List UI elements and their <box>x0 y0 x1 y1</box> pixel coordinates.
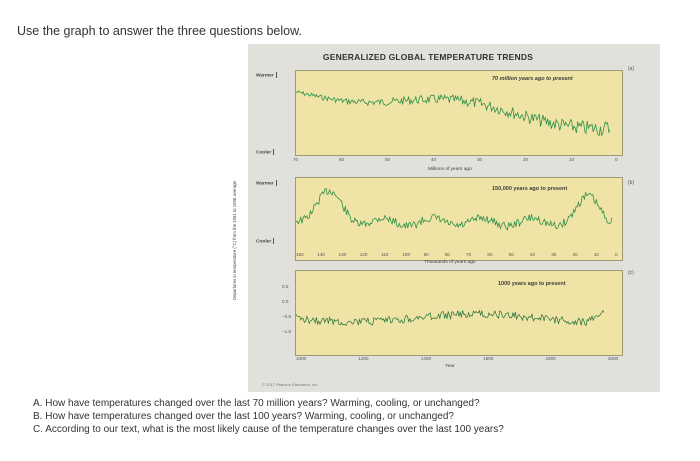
figure-title: GENERALIZED GLOBAL TEMPERATURE TRENDS <box>322 52 534 62</box>
panel-b-tick-6: 90 <box>423 252 429 257</box>
panel-b-tick-7: 80 <box>444 252 450 257</box>
panel-b-tick-1: 140 <box>317 252 325 257</box>
panel-c-tick-4: 1800 <box>545 356 556 361</box>
panel-c-y-tick-2: −0.5 <box>282 314 292 319</box>
panel-a-axis-label: Millions of years ago <box>428 167 472 172</box>
panel-a-tick-0: 70 <box>293 157 299 162</box>
panel-c-label: 1000 years ago to present <box>498 281 566 287</box>
panel-a-tick-2: 50 <box>385 157 391 162</box>
questions-block <box>33 397 504 436</box>
panel-a-tick-5: 20 <box>523 157 529 162</box>
panel-c-y-tick-3: −1.0 <box>282 329 292 334</box>
panel-b-marker: (b) <box>628 180 635 186</box>
panel-b-tick-8: 70 <box>466 252 472 257</box>
panel-b-tick-2: 130 <box>338 252 347 257</box>
panel-c-y-tick-0: 0.5 <box>282 284 289 289</box>
panel-b-trace <box>296 188 612 230</box>
panel-b-tick-12: 30 <box>551 252 557 257</box>
panel-c-tick-3: 1600 <box>483 356 494 361</box>
panel-c-tick-5: 2000 <box>608 356 619 361</box>
panel-a-trace <box>296 91 610 136</box>
panel-b-tick-0: 150 <box>296 252 304 257</box>
panel-b-tick-10: 50 <box>508 252 514 257</box>
panel-b-tick-14: 10 <box>593 252 599 257</box>
panel-a-marker: (a) <box>628 66 635 72</box>
panel-c-trace <box>296 310 604 325</box>
panel-b-warmer-label: Warmer <box>256 180 277 186</box>
panel-c-tick-0: 1000 <box>296 356 307 361</box>
panel-c-y-axis-label: Departures in temperature (°C) from the 1961 to 1990 average <box>232 181 237 300</box>
panel-c-tick-2: 1400 <box>420 356 432 361</box>
panel-b-label: 150,000 years ago to present <box>492 186 568 192</box>
question-b: B. How have temperatures changed over the last 100 years? Warming, cooling, or unchanged? <box>33 411 454 422</box>
panel-c-axis-label: Year <box>445 364 455 369</box>
panel-a-tick-7: 0 <box>615 157 618 162</box>
panel-c-tick-1: 1200 <box>358 356 369 361</box>
panel-c-marker: (c) <box>628 270 634 276</box>
panel-b-tick-4: 110 <box>381 252 389 257</box>
panel-a-warmer-label: Warmer <box>256 72 277 78</box>
panel-a-tick-4: 30 <box>477 157 483 162</box>
panel-b-axis-label: Thousands of years ago <box>424 260 476 265</box>
panel-a-cooler-label: Cooler <box>256 149 274 155</box>
panel-b-tick-11: 40 <box>529 252 536 257</box>
panel-a-tick-1: 60 <box>339 157 345 162</box>
copyright-notice: © 2017 Pearson Education, Inc. <box>262 382 319 387</box>
panel-c-y-tick-1: 0.0 <box>282 299 289 304</box>
prompt-text: Use the graph to answer the three questions below. <box>17 24 302 38</box>
panel-a-tick-6: 10 <box>569 157 575 162</box>
panel-b-tick-3: 120 <box>359 252 368 257</box>
panel-a-label: 70 million years ago to present <box>492 76 573 82</box>
panel-b-cooler-label: Cooler <box>256 238 274 244</box>
panel-b-tick-5: 100 <box>402 252 410 257</box>
panel-a-tick-3: 40 <box>431 157 437 162</box>
panel-b-tick-13: 20 <box>572 252 578 257</box>
panel-b-tick-9: 60 <box>487 252 493 257</box>
panel-b-tick-15: 0 <box>615 252 618 257</box>
question-c: C. According to our text, what is the most likely cause of the temperature changes over the last 100 years? <box>33 424 504 435</box>
question-a: A. How have temperatures changed over the last 70 million years? Warming, cooling, or unchanged? <box>33 398 480 409</box>
